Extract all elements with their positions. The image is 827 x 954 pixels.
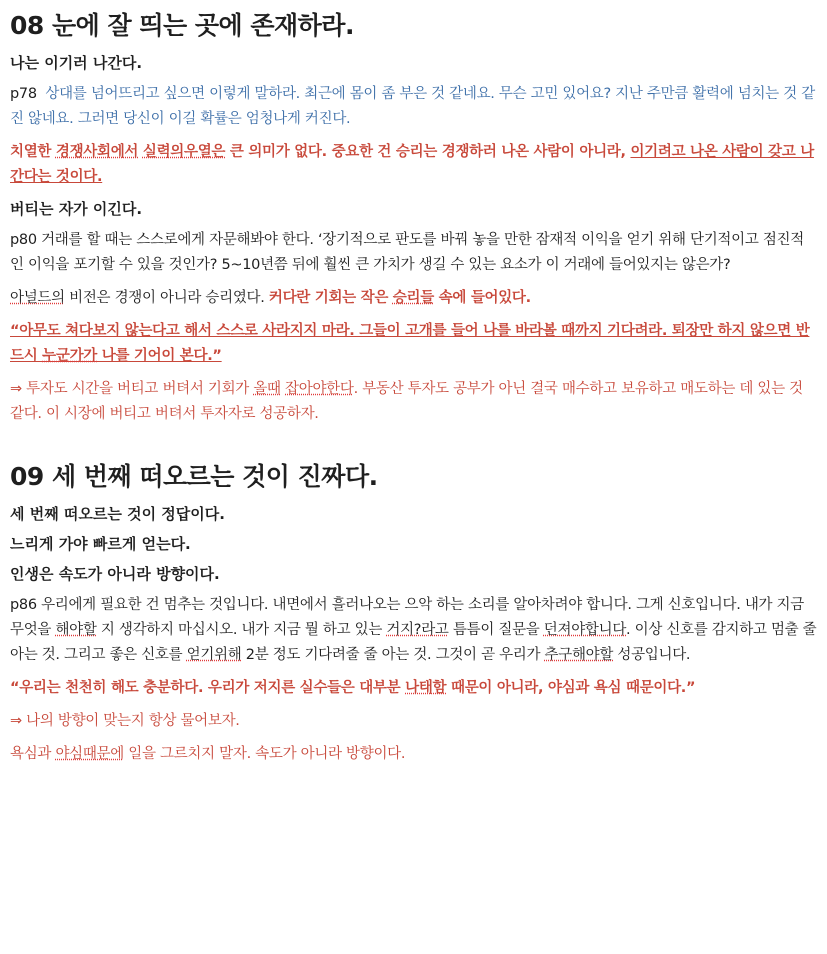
text-run: ⇒ 투자도 시간을 버티고 버텨서 기회가 <box>10 381 254 397</box>
section-08-subheading-2: 버티는 자가 이긴다. <box>10 200 143 218</box>
spellcheck-word[interactable]: 던져야합니다 <box>543 622 627 638</box>
section-08-paragraph-4 <box>10 286 817 311</box>
section-09-title: 09 세 번째 떠오르는 것이 진짜다. <box>10 462 378 491</box>
highlight-text: 속에 들어있다. <box>433 290 531 306</box>
spellcheck-word[interactable]: 승리들 <box>392 290 434 306</box>
quote-text: 상대를 넘어뜨리고 싶으면 이렇게 말하라. 최근에 몸이 좀 부은 것 같네요. 무슨 고민 있어요? 지난 주만큼 활력에 넘치는 것 같진 않네요. 그러면 당신이 이길 확률은 엄청나게 커진다. <box>10 86 815 127</box>
text-run: 욕심과 <box>10 746 56 762</box>
spellcheck-word[interactable]: 추구해야할 <box>544 647 614 663</box>
section-09-reflection-2 <box>10 742 817 767</box>
section-09-reflection-1: ⇒ 나의 방향이 맞는지 항상 물어보자. <box>10 713 240 729</box>
section-09-subheading-2: 느리게 가야 빠르게 얻는다. <box>10 535 191 553</box>
text-run: 큰 의미가 없다. 중요한 건 승리는 경쟁하러 나온 사람이 아니라, <box>225 144 631 160</box>
text-run: 지 생각하지 마십시오. 내가 지금 뭘 하고 있는 <box>96 622 387 638</box>
text-run: “우리는 천천히 해도 충분하다. 우리가 저지른 실수들은 대부분 <box>10 680 406 696</box>
page-ref: p78 <box>10 86 37 102</box>
text-run: p86 우리에게 필요한 건 멈추는 것입니다. 내면에서 흘러나오는 으악 하는 소리를 알아차려야 합니다. 그게 신호입니다. 내가 지금 무엇을 <box>10 597 804 638</box>
text-run: . 부동산 투자도 공부가 아닌 결국 매수하고 보유하고 매도하는 데 있는 것 같다. 이 시장에 버티고 버텨서 투자자로 성공하자. <box>10 381 803 422</box>
spellcheck-word[interactable]: 거지?라고 <box>386 622 449 638</box>
spellcheck-word[interactable]: 올때 <box>253 381 281 397</box>
section-08-paragraph-3: p80 거래를 할 때는 스스로에게 자문해봐야 한다. ‘장기적으로 판도를 바꿔 놓을 만한 잠재적 이익을 얻기 위해 단기적이고 점진적인 이익을 포기할 수 있을 것인가? 5~10년쯤 뒤에 훨씬 큰 가치가 생길 수 있는 요소가 이 거래에 들어있지는 않은가? <box>10 232 804 273</box>
highlight-text: 커다란 기회는 작은 <box>268 290 393 306</box>
section-spacer <box>10 435 817 457</box>
text-run: 일을 그르치지 말자. 속도가 아니라 방향이다. <box>123 746 406 762</box>
spellcheck-word[interactable]: 야심때문에 <box>55 746 124 762</box>
section-08-subheading-1: 나는 이기러 나간다. <box>10 54 143 72</box>
section-08-reflection <box>10 377 817 427</box>
spellcheck-word[interactable]: 해야할 <box>55 622 97 638</box>
section-09-paragraph-1 <box>10 593 817 668</box>
text-run: 나를 기어이 본다.” <box>97 348 222 364</box>
spellcheck-word[interactable]: 얻기위해 <box>186 647 242 663</box>
section-08-paragraph-2 <box>10 140 817 190</box>
text-run: “아무도 쳐다보지 않는다고 해서 스스로 사라지지 마라. 그들이 고개를 들어 나를 바라볼 때까지 기다려라. 퇴장만 하지 않으면 반드시 <box>10 323 810 364</box>
spellcheck-word[interactable]: 경쟁사회에서 <box>55 144 139 160</box>
text-run: 치열한 <box>10 144 56 160</box>
text-run: . 이상 신호를 감지하고 멈출 줄 아는 것. 그리고 좋은 신호를 <box>10 622 817 663</box>
spellcheck-word[interactable]: 누군가가 <box>42 348 97 364</box>
section-08-quote <box>10 319 817 369</box>
underlined-text: 이기려고 나온 사람이 갖고 나간다는 것이다. <box>10 144 814 185</box>
text-run: 2분 정도 기다려줄 줄 아는 것. 그것이 곧 우리가 <box>241 647 545 663</box>
text-run: 비전은 경쟁이 아니라 승리였다. <box>64 290 269 306</box>
spellcheck-word[interactable]: 잡아야한다 <box>285 381 354 397</box>
text-run: 때문이 아니라, 야심과 욕심 때문이다.” <box>446 680 696 696</box>
spellcheck-word[interactable]: 실력의우열은 <box>142 144 226 160</box>
section-09-quote <box>10 676 817 701</box>
section-09-subheading-1: 세 번째 떠오르는 것이 정답이다. <box>10 505 225 523</box>
text-run: 틈틈이 질문을 <box>448 622 544 638</box>
section-08-paragraph-1 <box>10 82 817 132</box>
section-08-title: 08 눈에 잘 띄는 곳에 존재하라. <box>10 11 354 40</box>
spellcheck-word[interactable]: 나태함 <box>405 680 447 696</box>
spellcheck-word[interactable]: 아널드의 <box>10 290 65 306</box>
text-run: 성공입니다. <box>613 647 691 663</box>
section-09-subheading-3: 인생은 속도가 아니라 방향이다. <box>10 565 220 583</box>
